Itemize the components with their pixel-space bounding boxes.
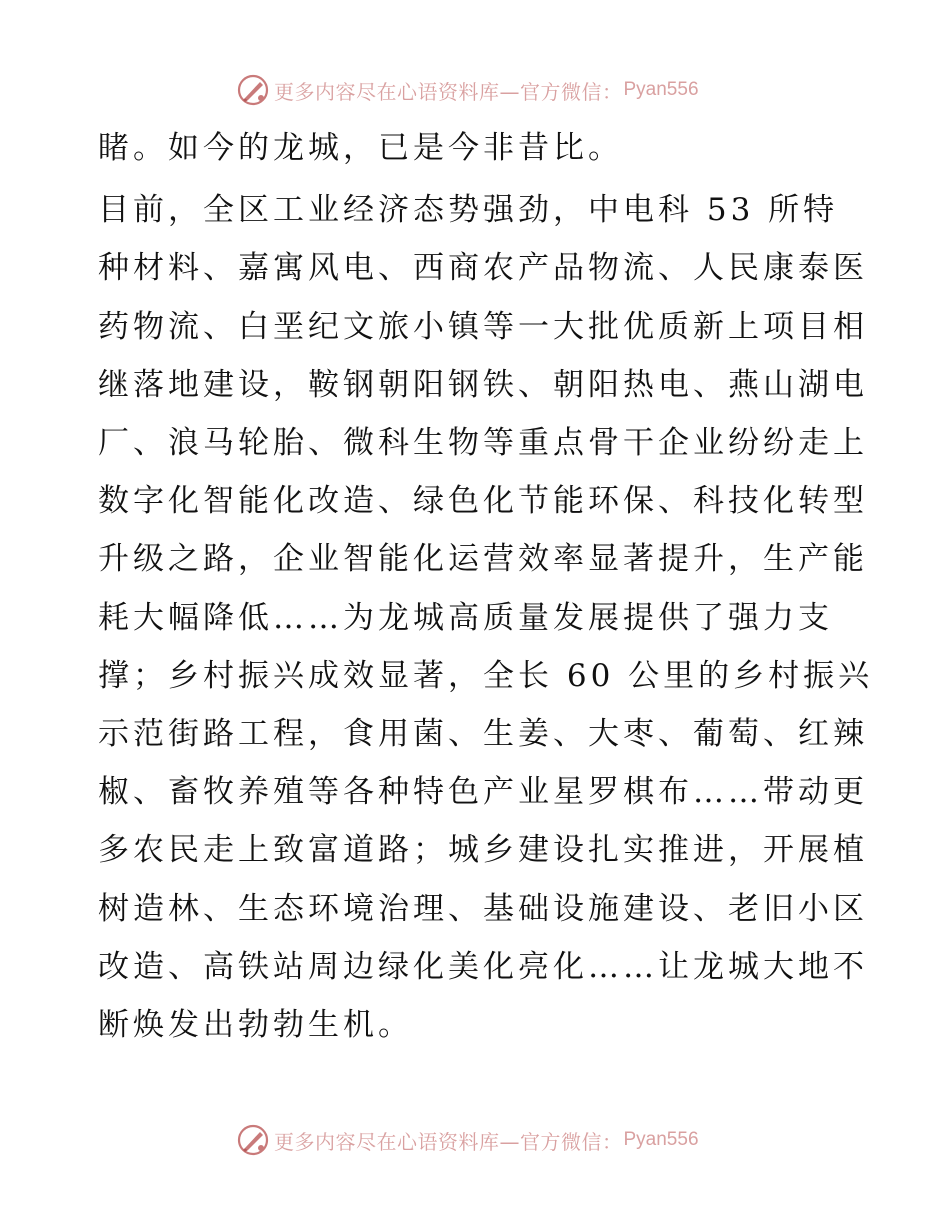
text-line: 椒、畜牧养殖等各种特色产业星罗棋布……带动更 <box>98 774 868 811</box>
text-line: 目前，全区工业经济态势强劲，中电科 53 所特 <box>98 192 839 229</box>
text-line: 断焕发出勃勃生机。 <box>98 1007 413 1044</box>
text-line: 改造、高铁站周边绿化美化亮化……让龙城大地不 <box>98 948 868 985</box>
watermark-text: 更多内容尽在心语资料库—官方微信： <box>274 79 623 104</box>
text-line: 种材料、嘉寓风电、西商农产品物流、人民康泰医 <box>98 250 868 287</box>
watermark-text: 更多内容尽在心语资料库—官方微信： <box>274 1129 623 1154</box>
text-line: 树造林、生态环境治理、基础设施建设、老旧小区 <box>98 890 868 927</box>
text-line: 多农民走上致富道路；城乡建设扎实推进，开展植 <box>98 832 868 869</box>
text-line: 撑；乡村振兴成效显著，全长 60 公里的乡村振兴 <box>98 657 874 694</box>
pen-quill-logo-icon <box>236 1123 270 1157</box>
text-line: 药物流、白垩纪文旅小镇等一大批优质新上项目相 <box>98 308 868 345</box>
text-line: 继落地建设，鞍钢朝阳钢铁、朝阳热电、燕山湖电 <box>98 366 868 403</box>
text-line: 耗大幅降低……为龙城高质量发展提供了强力支 <box>98 599 833 636</box>
text-line: 睹。如今的龙城，已是今非昔比。 <box>98 130 623 166</box>
header-watermark <box>236 72 699 108</box>
pen-quill-logo-icon <box>236 73 270 107</box>
text-line: 升级之路，企业智能化运营效率显著提升，生产能 <box>98 541 868 578</box>
document-body <box>98 119 874 1054</box>
paragraph-main <box>98 181 874 1054</box>
text-line: 厂、浪马轮胎、微科生物等重点骨干企业纷纷走上 <box>98 425 868 462</box>
text-line: 示范街路工程，食用菌、生姜、大枣、葡萄、红辣 <box>98 716 868 753</box>
footer-watermark <box>236 1122 699 1158</box>
watermark-wechat-id: Pyan556 <box>623 79 699 100</box>
text-line: 数字化智能化改造、绿色化节能环保、科技化转型 <box>98 483 868 520</box>
watermark-wechat-id: Pyan556 <box>623 1129 699 1150</box>
paragraph-continuation <box>98 119 850 177</box>
